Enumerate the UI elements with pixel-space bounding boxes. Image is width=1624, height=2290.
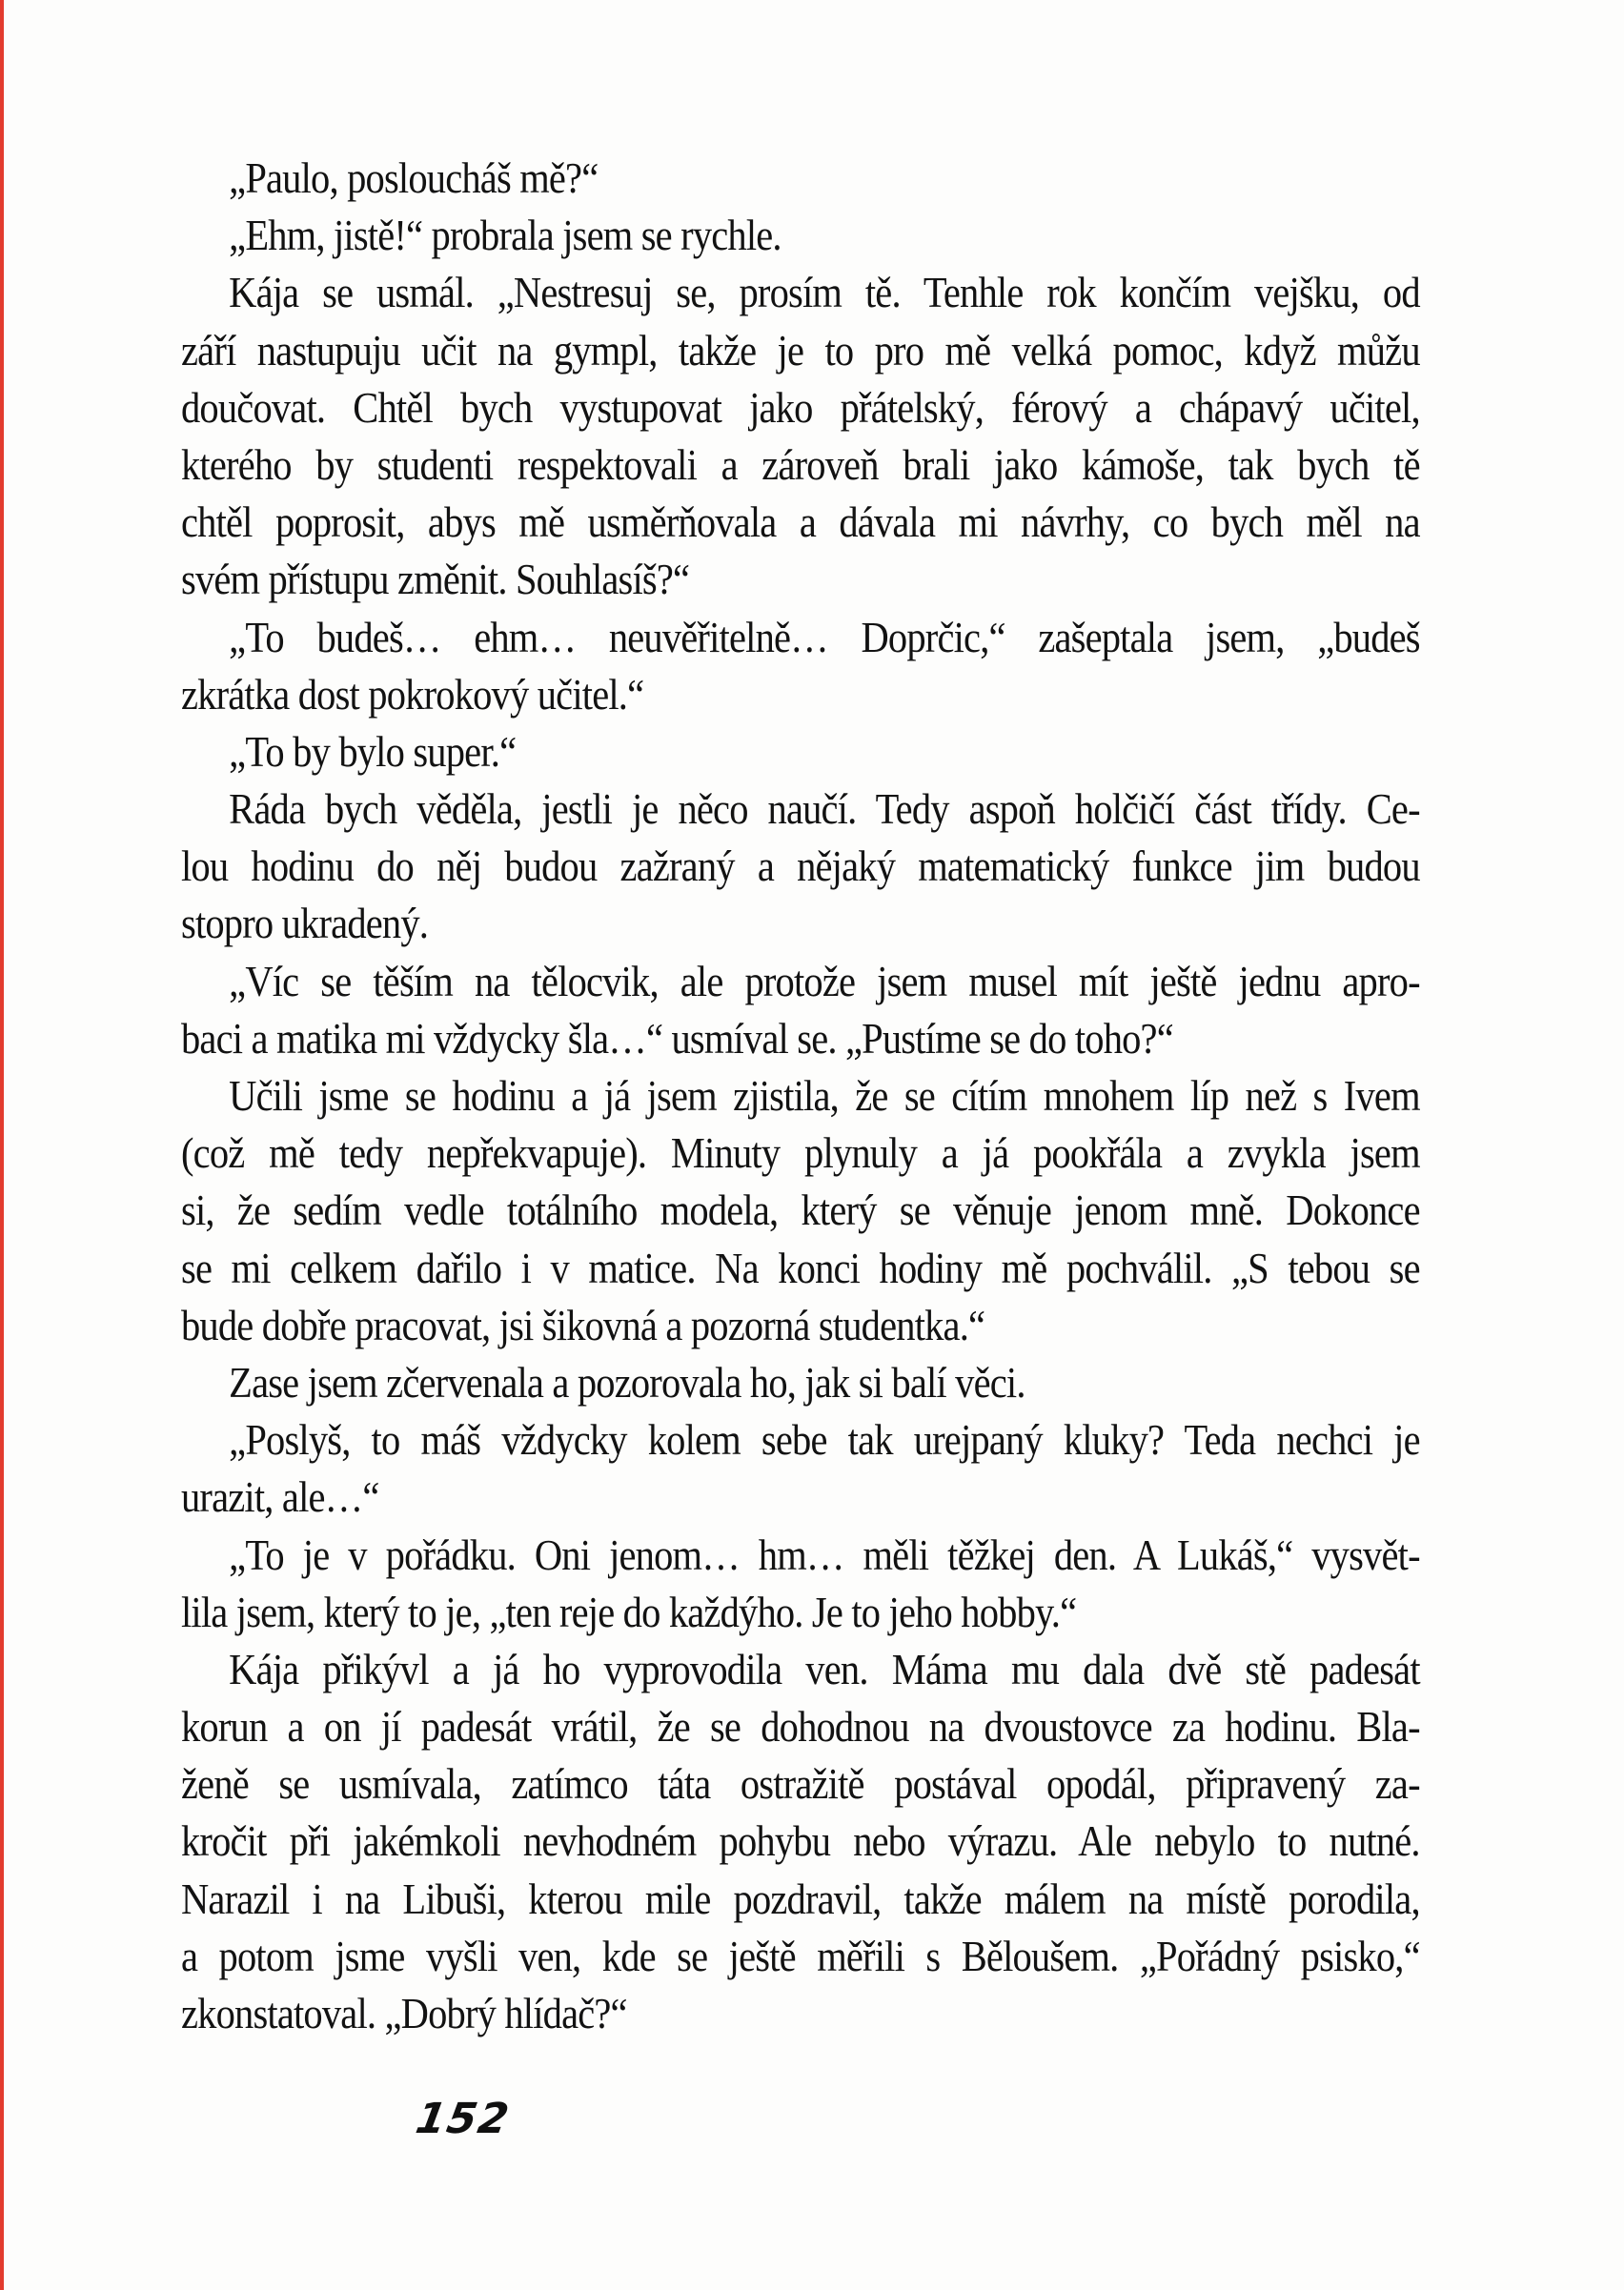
text-line: Narazil i na Libuši, kterou mile pozdravil, takže málem na místě porodila, [181,1874,1420,1923]
text-block [181,150,1420,2042]
text-line: baci a matika mi vždycky šla…“ usmíval se. „Pustíme se do toho?“ [181,1013,1173,1063]
text-line: (což mě tedy nepřekvapuje). Minuty plynuly a já pookřála a zvykla jsem [181,1128,1420,1178]
text-line: chtěl poprosit, abys mě usměrňovala a dávala mi návrhy, co bych měl na [181,497,1420,547]
text-line: „To budeš… ehm… neuvěřitelně… Doprčic,“ zašeptala jsem, „budeš [229,612,1420,661]
text-line: Ráda bych věděla, jestli je něco naučí. Tedy aspoň holčičí část třídy. Ce- [229,784,1420,834]
text-line: „To je v pořádku. Oni jenom… hm… měli těžkej den. A Lukáš,“ vysvět- [229,1530,1420,1579]
text-line: kterého by studenti respektovali a zároveň brali jako kámoše, tak bych tě [181,439,1420,489]
text-line: „Víc se těším na tělocvik, ale protože jsem musel mít ještě jednu apro- [229,956,1420,1005]
text-line: září nastupuju učit na gympl, takže je to pro mě velká pomoc, když můžu [181,325,1420,375]
text-line: „Paulo, posloucháš mě?“ [229,153,599,202]
text-line: si, že sedím vedle totálního modela, který se věnuje jenom mně. Dokonce [181,1186,1420,1235]
text-line: zkonstatoval. „Dobrý hlídač?“ [181,1989,627,2037]
text-line: se mi celkem dařilo i v matice. Na konci hodiny mě pochválil. „S tebou se [181,1243,1420,1292]
text-line: ženě se usmívala, zatímco táta ostražitě postával opodál, připravený za- [181,1759,1420,1809]
text-line: lou hodinu do něj budou zažraný a nějaký matematický funkce jim budou [181,841,1420,891]
text-line: Kája se usmál. „Nestresuj se, prosím tě. Tenhle rok končím vejšku, od [229,268,1420,317]
text-line: Učili jsme se hodinu a já jsem zjistila, že se cítím mnohem líp než s Ivem [229,1071,1420,1120]
text-line: lila jsem, který to je, „ten reje do každýho. Je to jeho hobby.“ [181,1587,1077,1636]
page-number: 152 [412,2095,515,2143]
text-line: Zase jsem zčervenala a pozorovala ho, jak si balí věci. [229,1357,1025,1407]
scan-edge-stripe [0,0,4,2290]
text-line: doučovat. Chtěl bych vystupovat jako přátelský, férový a chápavý učitel, [181,382,1420,432]
text-line: „To by bylo super.“ [229,726,517,776]
text-line: Kája přikývl a já ho vyprovodila ven. Máma mu dala dvě stě padesát [229,1644,1420,1693]
text-line: zkrátka dost pokrokový učitel.“ [181,669,644,719]
text-line: „Poslyš, to máš vždycky kolem sebe tak urejpaný kluky? Teda nechci je [229,1415,1420,1465]
text-line: a potom jsme vyšli ven, kde se ještě měřili s Běloušem. „Pořádný psisko,“ [181,1931,1420,1980]
text-line: urazit, ale…“ [181,1472,379,1522]
text-line: stopro ukradený. [181,899,429,948]
text-line: bude dobře pracovat, jsi šikovná a pozorná studentka.“ [181,1300,985,1349]
text-line: kročit při jakémkoli nevhodném pohybu nebo výrazu. Ale nebylo to nutné. [181,1816,1420,1866]
text-line: svém přístupu změnit. Souhlasíš?“ [181,555,690,604]
text-line: „Ehm, jistě!“ probrala jsem se rychle. [229,211,782,260]
text-line: korun a on jí padesát vrátil, že se dohodnou na dvoustovce za hodinu. Bla- [181,1702,1420,1752]
